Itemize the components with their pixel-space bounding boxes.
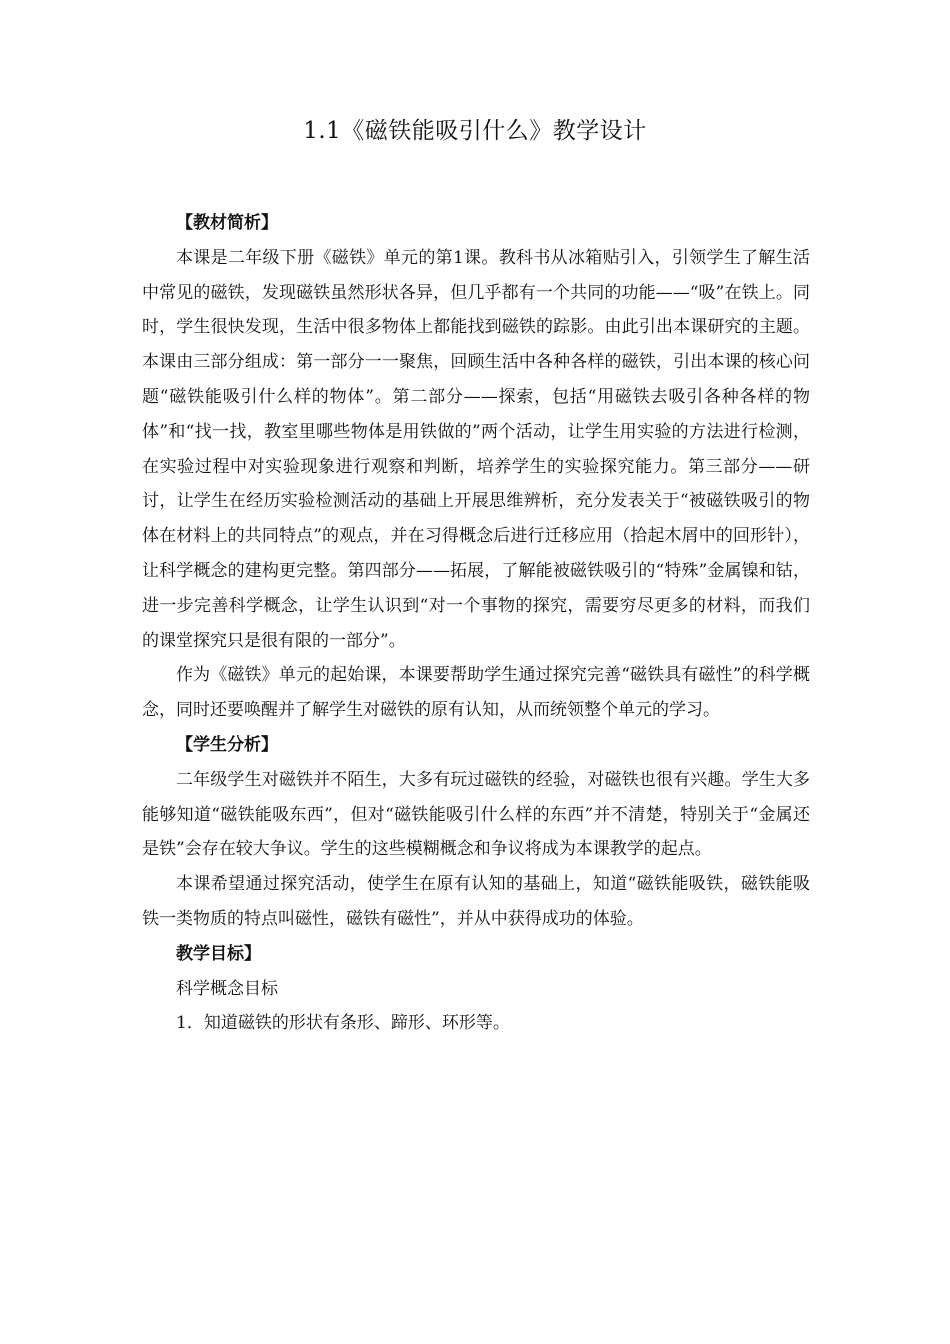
paragraph: 二年级学生对磁铁并不陌生，大多有玩过磁铁的经验，对磁铁也很有兴趣。学生大多能够知道“磁铁能吸东西”，但对“磁铁能吸引什么样的东西”并不清楚，特别关于“金属还是铁”会存在较大争议。学生的这些模糊概念和争议将成为本课教学的起点。 (142, 769, 810, 860)
paragraph: 作为《磁铁》单元的起始课，本课要帮助学生通过探究完善“磁铁具有磁性”的科学概念，同时还要唤醒并了解学生对磁铁的原有认知，从而统领整个单元的学习。 (142, 665, 810, 721)
subheading-science-concept: 科学概念目标 (176, 978, 278, 999)
paragraph: 本课是二年级下册《磁铁》单元的第1课。教科书从冰箱贴引入，引领学生了解生活中常见的磁铁，发现磁铁虽然形状各异，但几乎都有一个共同的功能——“吸”在铁上。同时，学生很快发现，生活中很多物体上都能找到磁铁的踪影。由此引出本课研究的主题。本课由三部分组成：第一部分一一聚焦，回顾生活中各种各样的磁铁，引出本课的核心问题“磁铁能吸引什么样的物体”。第二部分——探索，包括“用磁铁去吸引各种各样的物体”和“找一找，教室里哪些物体是用铁做的”两个活动，让学生用实验的方法进行检测，在实验过程中对实验现象进行观察和判断，培养学生的实验探究能力。第三部分——研讨，让学生在经历实验检测活动的基础上开展思维辨析，充分发表关于“被磁铁吸引的物体在材料上的共同特点”的观点，并在习得概念后进行迁移应用（拾起木屑中的回形针），让科学概念的建构更完整。第四部分——拓展，了解能被磁铁吸引的“特殊”金属镍和钴，进一步完善科学概念，让学生认识到“对一个事物的探究，需要穷尽更多的材料，而我们的课堂探究只是很有限的一部分”。 (142, 247, 810, 651)
list-item: 1．知道磁铁的形状有条形、蹄形、环形等。 (176, 1013, 510, 1034)
document-body (142, 206, 810, 1041)
section-heading-material-analysis: 【教材简析】 (176, 213, 278, 233)
page-title: 1.1《磁铁能吸引什么》教学设计 (303, 118, 647, 144)
section-heading-student-analysis: 【学生分析】 (176, 734, 278, 755)
section-heading-teaching-goals: 教学目标】 (176, 943, 261, 964)
paragraph: 本课希望通过探究活动，使学生在原有认知的基础上，知道“磁铁能吸铁，磁铁能吸铁一类物质的特点叫磁性，磁铁有磁性”，并从中获得成功的体验。 (142, 874, 810, 929)
